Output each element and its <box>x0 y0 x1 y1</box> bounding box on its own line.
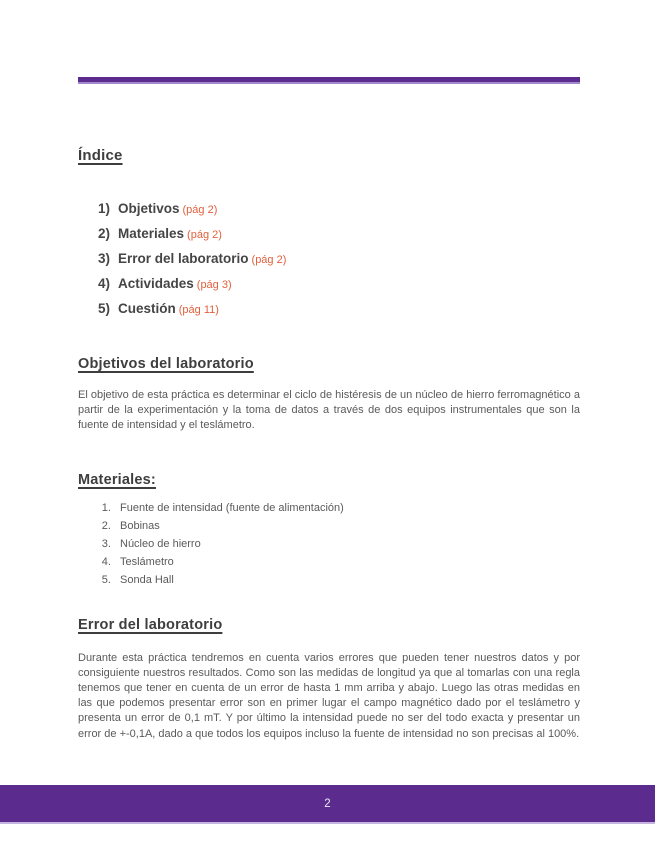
toc-item-number: 2) <box>98 226 111 241</box>
materials-list-item: 3. Núcleo de hierro <box>114 535 580 553</box>
header-rule <box>78 77 580 84</box>
toc-item-page-ref: (pág 2) <box>251 254 287 266</box>
toc-item-label: Objetivos <box>118 201 180 216</box>
section-body-objetivos: El objetivo de esta práctica es determinar el ciclo de histéresis de un núcleo de hierro ferromagnético a partir de la experimentación y la toma de datos a través de dos equipos instrumentales que son la fuente de intensidad y el teslámetro. <box>78 389 580 432</box>
toc-item-error-laboratorio <box>98 247 580 272</box>
toc-item-number: 5) <box>98 301 111 316</box>
toc-item-objetivos <box>98 197 580 222</box>
materials-list-item: 5. Sonda Hall <box>114 571 580 589</box>
materials-list-item: 1. Fuente de intensidad (fuente de alimentación) <box>114 499 580 517</box>
toc-item-page-ref: (pág 3) <box>196 279 232 291</box>
toc-item-label: Materiales <box>118 226 185 241</box>
footer-page-number: 2 <box>324 797 331 810</box>
page-content <box>78 0 580 742</box>
toc-item-label: Cuestión <box>118 301 176 316</box>
toc-item-cuestion <box>98 297 580 322</box>
table-of-contents <box>78 197 580 322</box>
materials-list-item: 2. Bobinas <box>114 517 580 535</box>
materials-list-item: 4. Teslámetro <box>114 553 580 571</box>
section-heading-objetivos: Objetivos del laboratorio <box>78 356 254 372</box>
toc-item-page-ref: (pág 2) <box>187 229 222 241</box>
toc-item-page-ref: (pág 11) <box>178 304 219 316</box>
toc-item-materiales <box>98 222 580 247</box>
toc-item-number: 1) <box>98 201 111 216</box>
section-heading-error: Error del laboratorio <box>78 616 223 633</box>
materials-list <box>78 499 580 589</box>
toc-item-number: 4) <box>98 276 111 291</box>
toc-item-label: Error del laboratorio <box>118 251 249 266</box>
toc-item-actividades <box>98 272 580 297</box>
section-body-error: Durante esta práctica tendremos en cuenta varios errores que pueden tener nuestros datos y por consiguiente nuestros resultados. Como son las medidas de longitud ya que al tomarlas con una regla tenemos que tener en cuenta de un error de hasta 1 mm arriba y abajo. Luego las otras medidas en las que podemos presentar error son en primer lugar el campo magnético dado por el teslámetro y presenta un error de 0,1 mT. Y por último la intensidad puede no ser del todo exacta y presentar un error de +-0,1A, dado a que todos los equipos incluso la fuente de intensidad no son precisas al 100%. <box>78 651 580 740</box>
toc-item-page-ref: (pág 2) <box>182 204 218 216</box>
footer-bar <box>0 785 655 824</box>
toc-item-label: Actividades <box>118 276 194 291</box>
section-heading-materiales: Materiales: <box>78 471 156 488</box>
toc-title: Índice <box>78 147 123 164</box>
toc-item-number: 3) <box>98 251 111 266</box>
